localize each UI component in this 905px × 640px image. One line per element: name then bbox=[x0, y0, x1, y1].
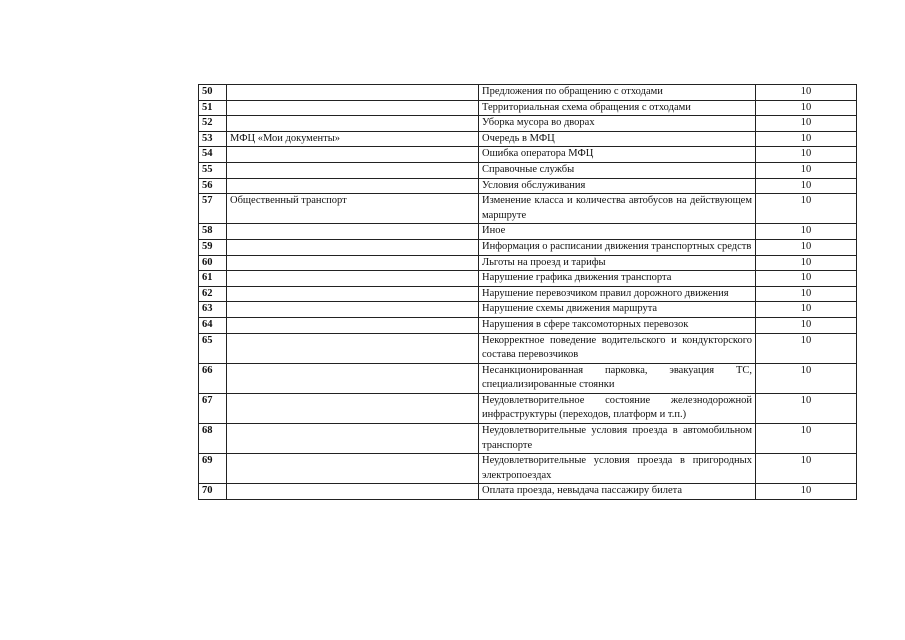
row-number: 59 bbox=[199, 239, 227, 255]
table-body bbox=[199, 85, 857, 500]
value-cell: 10 bbox=[756, 333, 857, 363]
row-number: 67 bbox=[199, 393, 227, 423]
subtopic-cell: Уборка мусора во дворах bbox=[479, 116, 756, 132]
category-cell bbox=[227, 85, 479, 101]
table-row bbox=[199, 178, 857, 194]
subtopic-cell: Справочные службы bbox=[479, 162, 756, 178]
category-cell bbox=[227, 162, 479, 178]
category-cell bbox=[227, 116, 479, 132]
row-number: 65 bbox=[199, 333, 227, 363]
value-cell: 10 bbox=[756, 239, 857, 255]
subtopic-cell: Нарушения в сфере таксомоторных перевозок bbox=[479, 317, 756, 333]
table-row bbox=[199, 317, 857, 333]
subtopic-cell: Неудовлетворительные условия проезда в пригородных электропоездах bbox=[479, 454, 756, 484]
table-row bbox=[199, 286, 857, 302]
table-row bbox=[199, 302, 857, 318]
category-cell bbox=[227, 239, 479, 255]
table-row bbox=[199, 147, 857, 163]
row-number: 57 bbox=[199, 194, 227, 224]
value-cell: 10 bbox=[756, 484, 857, 500]
subtopic-cell: Предложения по обращению с отходами bbox=[479, 85, 756, 101]
row-number: 64 bbox=[199, 317, 227, 333]
table-row bbox=[199, 454, 857, 484]
value-cell: 10 bbox=[756, 271, 857, 287]
subtopic-cell: Условия обслуживания bbox=[479, 178, 756, 194]
category-cell bbox=[227, 363, 479, 393]
value-cell: 10 bbox=[756, 224, 857, 240]
category-cell bbox=[227, 424, 479, 454]
category-cell bbox=[227, 317, 479, 333]
table-row bbox=[199, 224, 857, 240]
value-cell: 10 bbox=[756, 302, 857, 318]
category-cell bbox=[227, 393, 479, 423]
category-cell bbox=[227, 302, 479, 318]
subtopic-cell: Иное bbox=[479, 224, 756, 240]
value-cell: 10 bbox=[756, 286, 857, 302]
subtopic-cell: Оплата проезда, невыдача пассажиру билета bbox=[479, 484, 756, 500]
subtopic-cell: Льготы на проезд и тарифы bbox=[479, 255, 756, 271]
table-row bbox=[199, 194, 857, 224]
row-number: 53 bbox=[199, 131, 227, 147]
subtopic-cell: Территориальная схема обращения с отходами bbox=[479, 100, 756, 116]
row-number: 62 bbox=[199, 286, 227, 302]
value-cell: 10 bbox=[756, 131, 857, 147]
subtopic-cell: Информация о расписании движения транспортных средств bbox=[479, 239, 756, 255]
value-cell: 10 bbox=[756, 424, 857, 454]
row-number: 66 bbox=[199, 363, 227, 393]
table-row bbox=[199, 255, 857, 271]
category-cell bbox=[227, 271, 479, 287]
topics-table bbox=[198, 84, 857, 500]
value-cell: 10 bbox=[756, 255, 857, 271]
table-row bbox=[199, 131, 857, 147]
row-number: 68 bbox=[199, 424, 227, 454]
subtopic-cell: Неудовлетворительное состояние железнодорожной инфраструктуры (переходов, платформ и т.п.) bbox=[479, 393, 756, 423]
category-cell bbox=[227, 100, 479, 116]
value-cell: 10 bbox=[756, 178, 857, 194]
row-number: 54 bbox=[199, 147, 227, 163]
row-number: 60 bbox=[199, 255, 227, 271]
category-cell: Общественный транспорт bbox=[227, 194, 479, 224]
table-row bbox=[199, 271, 857, 287]
subtopic-cell: Ошибка оператора МФЦ bbox=[479, 147, 756, 163]
value-cell: 10 bbox=[756, 162, 857, 178]
value-cell: 10 bbox=[756, 85, 857, 101]
value-cell: 10 bbox=[756, 454, 857, 484]
row-number: 55 bbox=[199, 162, 227, 178]
table-row bbox=[199, 85, 857, 101]
table-row bbox=[199, 116, 857, 132]
value-cell: 10 bbox=[756, 317, 857, 333]
category-cell: МФЦ «Мои документы» bbox=[227, 131, 479, 147]
value-cell: 10 bbox=[756, 147, 857, 163]
value-cell: 10 bbox=[756, 393, 857, 423]
subtopic-cell: Некорректное поведение водительского и кондукторского состава перевозчиков bbox=[479, 333, 756, 363]
row-number: 61 bbox=[199, 271, 227, 287]
category-cell bbox=[227, 224, 479, 240]
category-cell bbox=[227, 484, 479, 500]
category-cell bbox=[227, 147, 479, 163]
category-cell bbox=[227, 178, 479, 194]
subtopic-cell: Неудовлетворительные условия проезда в автомобильном транспорте bbox=[479, 424, 756, 454]
category-cell bbox=[227, 333, 479, 363]
subtopic-cell: Очередь в МФЦ bbox=[479, 131, 756, 147]
subtopic-cell: Нарушение схемы движения маршрута bbox=[479, 302, 756, 318]
row-number: 50 bbox=[199, 85, 227, 101]
row-number: 56 bbox=[199, 178, 227, 194]
table-row bbox=[199, 363, 857, 393]
table-row bbox=[199, 239, 857, 255]
row-number: 70 bbox=[199, 484, 227, 500]
table-row bbox=[199, 162, 857, 178]
row-number: 51 bbox=[199, 100, 227, 116]
row-number: 58 bbox=[199, 224, 227, 240]
table-row bbox=[199, 333, 857, 363]
value-cell: 10 bbox=[756, 194, 857, 224]
table-row bbox=[199, 484, 857, 500]
value-cell: 10 bbox=[756, 100, 857, 116]
subtopic-cell: Изменение класса и количества автобусов на действующем маршруте bbox=[479, 194, 756, 224]
table-row bbox=[199, 393, 857, 423]
category-cell bbox=[227, 454, 479, 484]
category-cell bbox=[227, 255, 479, 271]
row-number: 69 bbox=[199, 454, 227, 484]
table-row bbox=[199, 424, 857, 454]
table-row bbox=[199, 100, 857, 116]
subtopic-cell: Нарушение перевозчиком правил дорожного движения bbox=[479, 286, 756, 302]
row-number: 52 bbox=[199, 116, 227, 132]
value-cell: 10 bbox=[756, 363, 857, 393]
value-cell: 10 bbox=[756, 116, 857, 132]
row-number: 63 bbox=[199, 302, 227, 318]
subtopic-cell: Несанкционированная парковка, эвакуация ТС, специализированные стоянки bbox=[479, 363, 756, 393]
subtopic-cell: Нарушение графика движения транспорта bbox=[479, 271, 756, 287]
category-cell bbox=[227, 286, 479, 302]
